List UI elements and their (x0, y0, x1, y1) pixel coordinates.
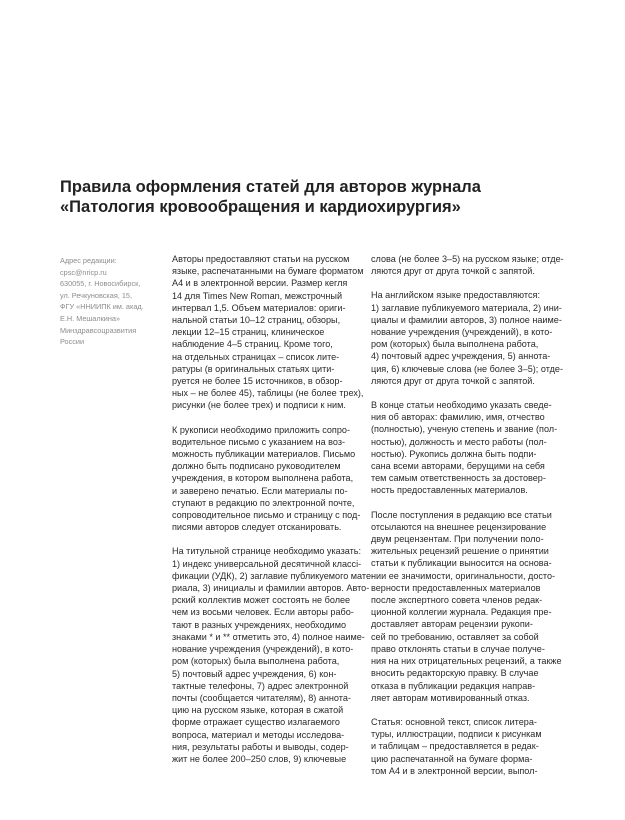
text-line: наблюдение 4–5 страниц. Кроме того, (172, 339, 333, 350)
address-line: России (60, 337, 85, 347)
text-line: ступают в редакцию по электронной почте, (172, 497, 355, 508)
text-line: статьи к публикации выносится на основа- (371, 558, 552, 569)
text-line: интервал 1,5. Объем материалов: ориги- (172, 302, 346, 313)
text-line: тактные телефоны, 7) адрес электронной (172, 680, 349, 691)
text-line: ционной коллегии журнала. Редакция пре- (371, 607, 552, 618)
text-line: К рукописи необходимо приложить сопро- (172, 424, 350, 435)
text-line: (полностью), ученую степень и звание (пол- (371, 424, 558, 435)
paragraph (371, 289, 563, 387)
text-line: отсылаются на внешнее рецензирование (371, 521, 547, 532)
text-line: должно быть подписано руководителем (172, 461, 341, 472)
page-title (60, 177, 580, 217)
text-line: циалы и фамилии авторов, 3) полное наиме- (371, 314, 562, 325)
text-line: вносить редакторскую правку. В случае (371, 668, 539, 679)
text-line: ния на них отрицательных рецензий, а также (371, 656, 562, 667)
paragraph (371, 509, 563, 704)
editorial-address (60, 255, 160, 348)
text-line: ляются друг от друга точкой с запятой. (371, 375, 535, 386)
text-line: верности предоставленных материалов (371, 582, 541, 593)
address-line: ул. Речкуновская, 15, (60, 290, 132, 300)
text-line: вопроса, материал и методы исследова- (172, 729, 345, 740)
text-line: и таблицам – предоставляется в редак- (371, 741, 539, 752)
text-line: На английском языке предоставляются: (371, 290, 540, 301)
text-line: рский коллектив может состоять не более (172, 595, 351, 606)
text-line: ром (которых) была выполнена работа, (172, 656, 340, 667)
paragraph (371, 716, 563, 777)
text-line: писями авторов следует отсканировать. (172, 522, 342, 533)
text-line: форме отражает существо излагаемого (172, 717, 340, 728)
paragraph (371, 399, 563, 497)
text-line: На титульной странице необходимо указать: (172, 546, 362, 557)
text-line: Статья: основной текст, список литера- (371, 716, 537, 727)
text-line: двум рецензентам. При получении поло- (371, 534, 544, 545)
text-line: руется не более 15 источников, в обзор- (172, 376, 343, 387)
text-line: ния, результаты работы и выводы, содер- (172, 741, 349, 752)
text-line: можность публикации материалов. Письмо (172, 449, 356, 460)
text-line: рисунки (не более трех) и подписи к ним. (172, 400, 346, 411)
text-line: тем самым ответственность за достовер- (371, 473, 546, 484)
text-line: ных – не более 45), таблицы (не более трех), (172, 388, 364, 399)
text-line: фикации (УДК), 2) заглавие публикуемого мате- (172, 570, 375, 581)
text-line: слова (не более 3–5) на русском языке; отде- (371, 254, 564, 264)
text-line: учреждения, в котором выполнена работа, (172, 473, 354, 484)
text-line: нование учреждения (учреждений), в кото- (172, 644, 354, 655)
text-line: чем из восьми человек. Если авторы рабо- (172, 607, 354, 618)
text-line: ностью), должность и место работы (пол- (371, 436, 547, 447)
text-line: право отклонять статьи в случае получе- (371, 643, 545, 654)
text-line: цию на русском языке, которая в сжатой (172, 705, 344, 716)
text-line: 4) почтовый адрес учреждения, 5) аннота- (371, 351, 551, 362)
text-line: После поступления в редакцию все статьи (371, 509, 552, 520)
text-line: том А4 и в электронной версии, выпол- (371, 765, 538, 776)
text-line: 5) почтовый адрес учреждения, 6) кон- (172, 668, 337, 679)
text-line: цию распечатанной на бумаге форма- (371, 753, 533, 764)
address-line: ФГУ «ННИИПК им. акад. (60, 302, 144, 312)
paragraph (172, 253, 364, 412)
text-column-right (371, 253, 563, 789)
text-line: ция, 6) ключевые слова (не более 3–5); отде- (371, 363, 563, 374)
text-line: 1) индекс универсальной десятичной классі- (172, 558, 362, 569)
text-line: тают в разных учреждениях, необходимо (172, 619, 347, 630)
text-line: после экспертного совета членов редак- (371, 595, 543, 606)
text-line: жит не более 200–250 слов, 9) ключевые (172, 753, 347, 764)
address-line: Адрес редакции: (60, 256, 117, 265)
text-line: жительных рецензий решение о принятии (371, 546, 549, 557)
text-line: ром (которых) была выполнена работа, (371, 339, 539, 350)
text-line: ния об авторах: фамилию, имя, отчество (371, 412, 545, 423)
paragraph (172, 424, 364, 534)
text-line: А4 и в электронной версии. Размер кегля (172, 278, 348, 289)
text-line: отказа в публикации редакция направ- (371, 680, 536, 691)
text-line: ляются друг от друга точкой с запятой. (371, 266, 535, 277)
text-line: сана всеми авторами, берущими на себя (371, 461, 545, 472)
text-line: доставляет авторам рецензии рукопи- (371, 619, 533, 630)
text-line: риала, 3) инициалы и фамилии авторов. Авто- (172, 583, 370, 594)
text-line: водительное письмо с указанием на воз- (172, 436, 346, 447)
text-line: языке, распечатанными на бумаге форматом (172, 266, 364, 277)
text-line: Авторы предоставляют статьи на русском (172, 254, 350, 264)
text-line: сей по требованию, оставляет за собой (371, 631, 539, 642)
text-line: 1) заглавие публикуемого материала, 2) ини- (371, 302, 562, 313)
title-line: Правила оформления статей для авторов журнала (60, 178, 481, 196)
text-line: ностью). Рукопись должна быть подпи- (371, 448, 537, 459)
text-column-left (172, 253, 375, 777)
text-line: туры, иллюстрации, подписи к рисункам (371, 729, 542, 740)
address-line: cpsc@nricp.ru (60, 267, 107, 277)
text-line: сопроводительное письмо и страницу с под- (172, 510, 361, 521)
address-line: Минздравсоцразвития (60, 325, 137, 335)
title-line: «Патология кровообращения и кардиохирургия» (60, 198, 461, 216)
text-line: лекции 12–15 страниц, клиническое (172, 327, 325, 338)
text-line: В конце статьи необходимо указать сведе- (371, 400, 552, 411)
text-line: 14 для Times New Roman, межстрочный (172, 290, 343, 301)
text-line: и заверено печатью. Если материалы по- (172, 485, 348, 496)
text-line: почты (сообщается читателям), 8) аннота- (172, 692, 351, 703)
text-line: ность предоставленных материалов. (371, 485, 528, 496)
text-line: на отдельных страницах – список лите- (172, 351, 340, 362)
text-line: ратуры (в оригинальных статьях цити- (172, 363, 335, 374)
text-line: знаками * и ** отметить это, 4) полное наиме- (172, 631, 365, 642)
address-line: Е.Н. Мешалкина» (60, 313, 121, 323)
text-line: нование учреждения (учреждений), в кото- (371, 327, 553, 338)
address-line: 630055, г. Новосибирск, (60, 279, 141, 289)
text-line: нии ее значимости, оригинальности, досто- (371, 570, 556, 581)
paragraph (371, 253, 563, 277)
paragraph (172, 545, 375, 765)
text-line: нальной статьи 10–12 страниц, обзоры, (172, 315, 341, 326)
text-line: ляет авторам мотивированный отказ. (371, 692, 530, 703)
